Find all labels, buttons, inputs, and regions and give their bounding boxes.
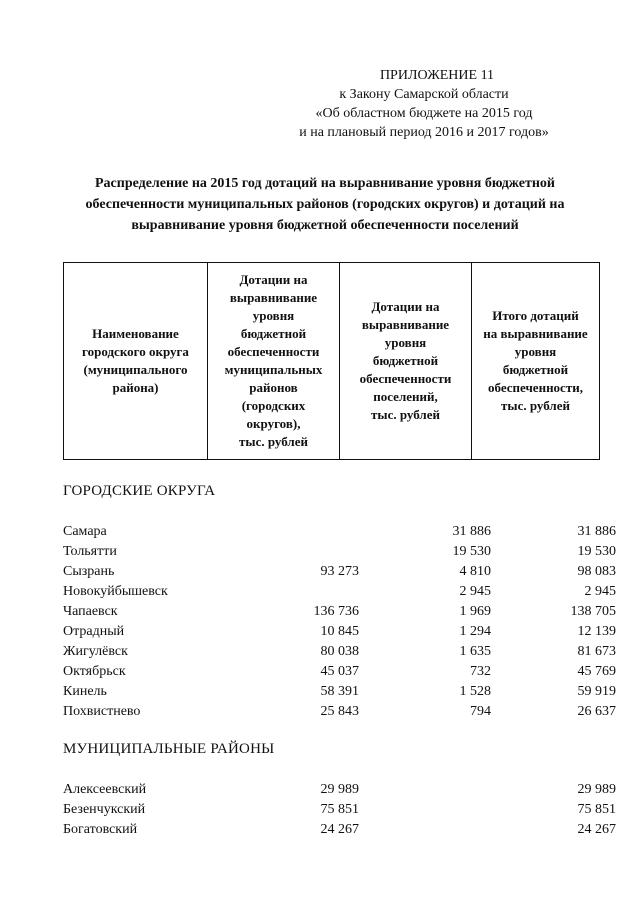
district-subsidy-value: 80 038 xyxy=(320,644,359,659)
district-subsidy-value: 58 391 xyxy=(320,684,359,699)
header-line: бюджетной xyxy=(372,353,439,368)
row-name: Безенчукский xyxy=(63,802,146,817)
district-subsidy-value: 93 273 xyxy=(320,564,359,579)
section-title-municipal-districts: МУНИЦИПАЛЬНЫЕ РАЙОНЫ xyxy=(63,741,275,757)
row-name: Тольятти xyxy=(63,544,117,559)
settlement-subsidy-value: 732 xyxy=(470,664,491,679)
header-line: обеспеченности, xyxy=(488,380,583,395)
row-name: Сызрань xyxy=(63,564,115,579)
row-name: Октябрьск xyxy=(63,664,126,679)
header-total-column xyxy=(472,263,600,460)
table-row xyxy=(63,542,623,562)
total-subsidy-value: 75 851 xyxy=(577,802,616,817)
header-line: уровня xyxy=(252,308,295,323)
row-name: Отрадный xyxy=(63,624,125,639)
header-line: Дотации на xyxy=(371,299,440,314)
total-subsidy-value: 31 886 xyxy=(577,524,616,539)
header-line: районов xyxy=(249,380,298,395)
total-subsidy-value: 19 530 xyxy=(577,544,616,559)
header-line: Итого дотаций xyxy=(492,308,579,323)
header-line: городского округа xyxy=(82,344,189,359)
title-line-1: Распределение на 2015 год дотаций на выравнивание уровня бюджетной xyxy=(94,176,555,191)
municipal-districts-list xyxy=(63,780,623,840)
total-subsidy-value: 24 267 xyxy=(577,822,616,837)
total-subsidy-value: 45 769 xyxy=(577,664,616,679)
header-line: района) xyxy=(112,380,159,395)
settlement-subsidy-value: 1 294 xyxy=(459,624,491,639)
total-subsidy-value: 81 673 xyxy=(577,644,616,659)
district-subsidy-value: 45 037 xyxy=(320,664,359,679)
section-title-urban-districts: ГОРОДСКИЕ ОКРУГА xyxy=(63,483,216,499)
header-line: округов), xyxy=(246,416,301,431)
settlement-subsidy-value: 1 969 xyxy=(459,604,491,619)
header-settlement-subsidies-column xyxy=(340,263,472,460)
total-subsidy-value: 12 139 xyxy=(577,624,616,639)
header-line: (муниципального xyxy=(83,362,188,377)
total-subsidy-value: 59 919 xyxy=(577,684,616,699)
title-line-3: выравнивание уровня бюджетной обеспеченности поселений xyxy=(131,218,519,233)
settlement-subsidy-value: 2 945 xyxy=(459,584,491,599)
appendix-law-period: и на плановый период 2016 и 2017 годов» xyxy=(299,125,549,140)
appendix-number: ПРИЛОЖЕНИЕ 11 xyxy=(379,68,495,83)
row-name: Жигулёвск xyxy=(63,644,128,659)
table-row xyxy=(63,800,623,820)
district-subsidy-value: 25 843 xyxy=(320,704,359,719)
header-line: бюджетной xyxy=(240,326,307,341)
table-row xyxy=(63,682,623,702)
district-subsidy-value: 10 845 xyxy=(320,624,359,639)
header-line: на выравнивание xyxy=(483,326,588,341)
table-row xyxy=(63,642,623,662)
settlement-subsidy-value: 19 530 xyxy=(452,544,491,559)
table-row xyxy=(63,820,623,840)
urban-districts-list xyxy=(63,522,623,722)
table-row xyxy=(63,622,623,642)
header-line: обеспеченности xyxy=(227,344,320,359)
settlement-subsidy-value: 4 810 xyxy=(459,564,491,579)
header-line: обеспеченности xyxy=(359,371,452,386)
table-row xyxy=(63,562,623,582)
header-line: (городских xyxy=(241,398,306,413)
table-row xyxy=(63,702,623,722)
table-row xyxy=(63,780,623,800)
header-line: тыс. рублей xyxy=(501,398,570,413)
settlement-subsidy-value: 1 635 xyxy=(459,644,491,659)
title-line-2: обеспеченности муниципальных районов (городских округов) и дотаций на xyxy=(85,197,565,212)
header-line: выравнивание xyxy=(229,290,318,305)
header-line: выравнивание xyxy=(361,317,450,332)
district-subsidy-value: 136 736 xyxy=(313,604,359,619)
header-line: тыс. рублей xyxy=(371,407,440,422)
total-subsidy-value: 26 637 xyxy=(577,704,616,719)
header-line: поселений, xyxy=(373,389,438,404)
district-subsidy-value: 29 989 xyxy=(320,782,359,797)
appendix-law: к Закону Самарской области xyxy=(339,87,509,102)
table-row xyxy=(63,522,623,542)
settlement-subsidy-value: 31 886 xyxy=(452,524,491,539)
table-row xyxy=(63,662,623,682)
total-subsidy-value: 2 945 xyxy=(584,584,616,599)
row-name: Самара xyxy=(63,524,107,539)
header-line: Дотации на xyxy=(239,272,308,287)
row-name: Чапаевск xyxy=(63,604,118,619)
row-name: Алексеевский xyxy=(63,782,147,797)
settlement-subsidy-value: 1 528 xyxy=(459,684,491,699)
row-name: Богатовский xyxy=(63,822,138,837)
total-subsidy-value: 138 705 xyxy=(570,604,616,619)
header-line: тыс. рублей xyxy=(239,434,308,449)
header-district-subsidies-column xyxy=(208,263,340,460)
header-name-column xyxy=(64,263,208,460)
document-title xyxy=(60,173,590,236)
header-line: муниципальных xyxy=(224,362,323,377)
district-subsidy-value: 24 267 xyxy=(320,822,359,837)
row-name: Новокуйбышевск xyxy=(63,584,168,599)
appendix-law-title: «Об областном бюджете на 2015 год xyxy=(315,106,533,121)
header-line: уровня xyxy=(384,335,427,350)
district-subsidy-value: 75 851 xyxy=(320,802,359,817)
header-line: уровня xyxy=(514,344,557,359)
table-header xyxy=(63,262,600,460)
row-name: Кинель xyxy=(63,684,107,699)
appendix-header xyxy=(264,66,584,142)
row-name: Похвистнево xyxy=(63,704,141,719)
total-subsidy-value: 29 989 xyxy=(577,782,616,797)
table-row xyxy=(63,582,623,602)
header-line: бюджетной xyxy=(502,362,569,377)
header-line: Наименование xyxy=(92,326,179,341)
table-row xyxy=(63,602,623,622)
settlement-subsidy-value: 794 xyxy=(470,704,491,719)
total-subsidy-value: 98 083 xyxy=(577,564,616,579)
